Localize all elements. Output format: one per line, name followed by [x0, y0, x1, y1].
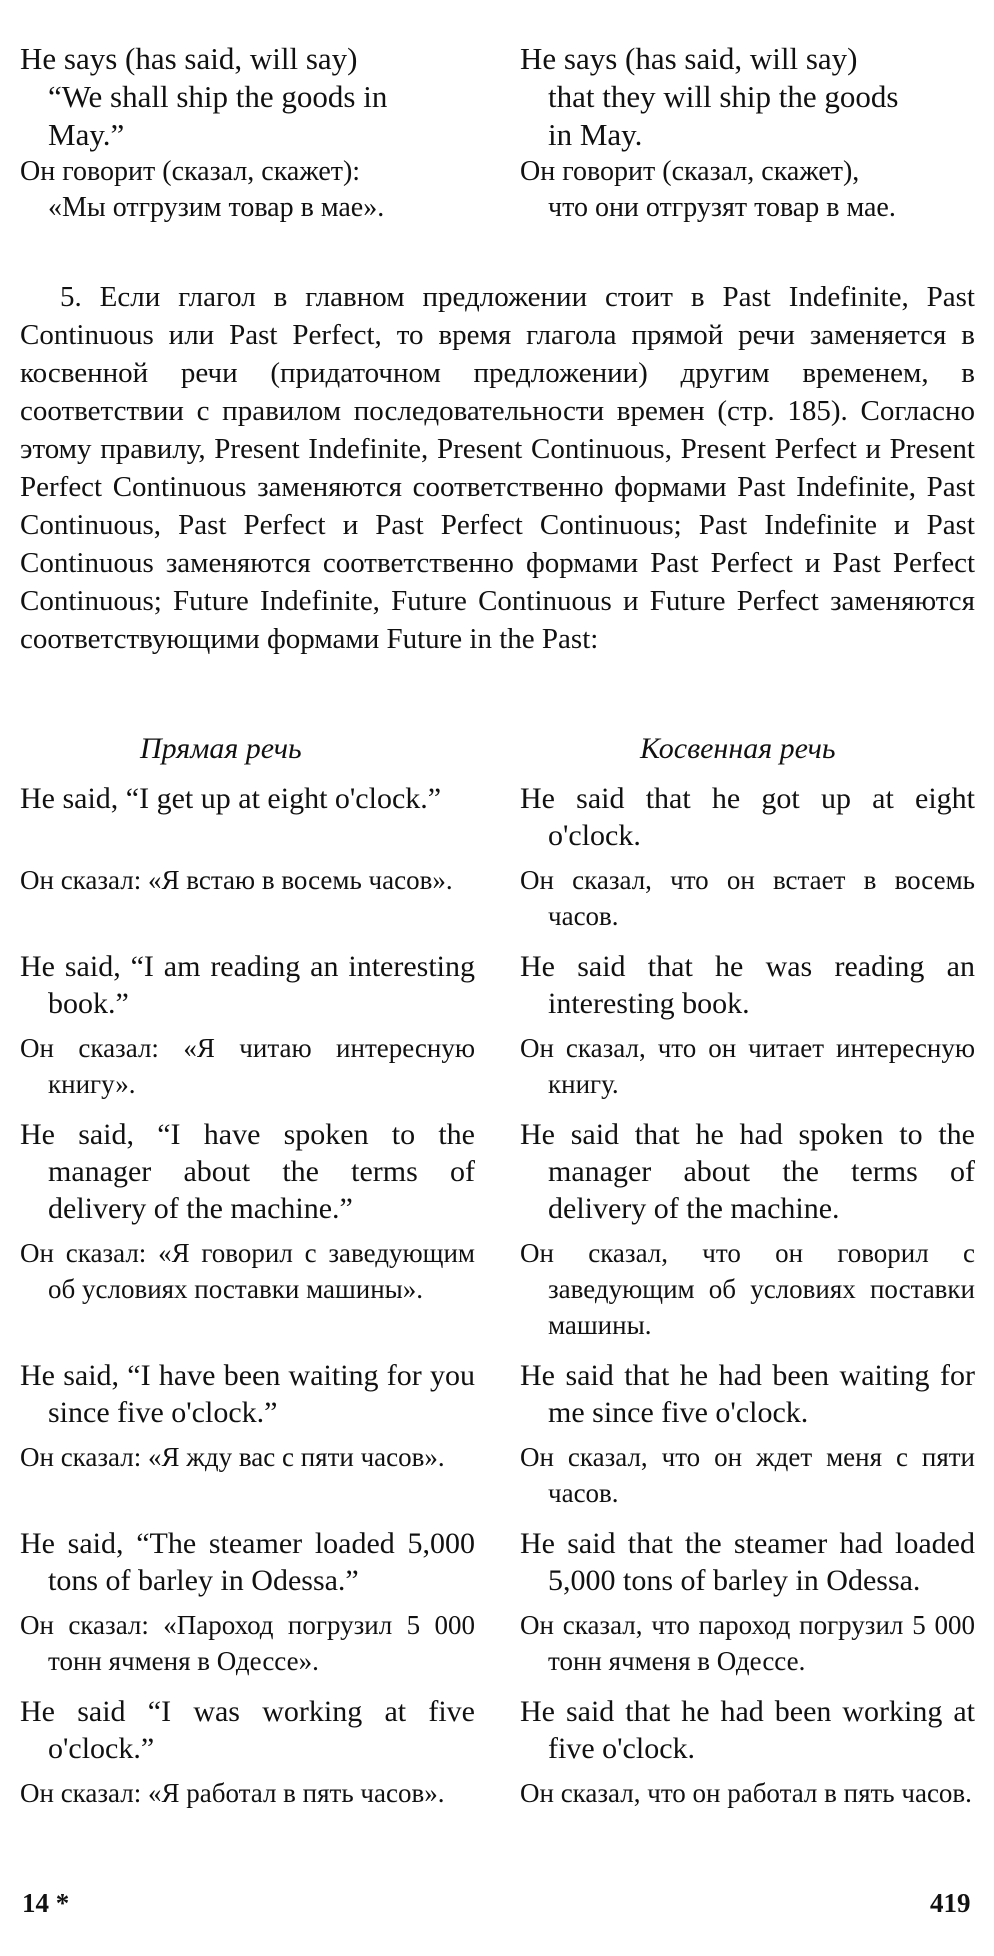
intro-left-en-line: “We shall ship the goods in	[48, 79, 388, 114]
direct-en: He said, “I get up at eight o'clock.”	[20, 782, 442, 815]
intro-left-ru-line: Он говорит (сказал, скажет):	[20, 156, 361, 187]
intro-right	[520, 40, 975, 226]
direct-en: He said “I was working at five o'clock.”	[20, 1695, 475, 1765]
direct-ru: Он сказал: «Я встаю в восемь часов».	[20, 865, 453, 895]
indirect-ru: Он сказал, что он встает в восемь часов.	[520, 865, 975, 931]
example-row-ru	[20, 862, 975, 934]
indirect-en: He said that he had been working at five o'clock.	[520, 1695, 975, 1765]
indirect-ru: Он сказал, что он читает интересную книгу.	[520, 1033, 975, 1099]
indirect-ru: Он сказал, что пароход погрузил 5 000 тонн ячменя в Одессе.	[520, 1610, 975, 1676]
example-row-en	[20, 780, 975, 854]
examples-table	[20, 780, 975, 1825]
indirect-ru: Он сказал, что он работал в пять часов.	[520, 1778, 972, 1808]
example-row-en	[20, 1357, 975, 1431]
indirect-ru: Он сказал, что он говорил с заведующим об условиях поставки машины.	[520, 1238, 975, 1340]
direct-ru: Он сказал: «Я жду вас с пяти часов».	[20, 1442, 445, 1472]
rule-paragraph-text: 5. Если глагол в главном предложении стоит в Past Indefinite, Past Continuous или Past Perfect, то время глагола прямой речи заменяется в косвенной речи (придаточном предложении) другим временем, в соответствии с правилом последовательности времен (стр. 185). Согласно этому правилу, Present Indefinite, Present Continuous, Present Perfect и Present Perfect Continuous заменяются соответственно формами Past Indefinite, Past Continuous, Past Perfect и Past Perfect Continuous; Past Indefinite и Past Continuous заменяются соответственно формами Past Perfect и Past Perfect Continuous; Future Indefinite, Future Continuous и Future Perfect заменяются соответствующими формами Future in the Past:	[20, 281, 975, 655]
header-indirect-speech: Косвенная речь	[640, 732, 836, 765]
indirect-en: He said that he had spoken to the manager about the terms of delivery of the machine.	[520, 1118, 975, 1225]
direct-en: He said, “The steamer loaded 5,000 tons of barley in Odessa.”	[20, 1527, 475, 1597]
direct-ru: Он сказал: «Я работал в пять часов».	[20, 1778, 445, 1808]
indirect-en: He said that the steamer had loaded 5,000 tons of barley in Odessa.	[520, 1527, 975, 1597]
intro-left-ru	[20, 154, 475, 226]
direct-en: He said, “I have been waiting for you since five o'clock.”	[20, 1359, 475, 1429]
example-row-en	[20, 1525, 975, 1599]
example-row-ru	[20, 1607, 975, 1679]
example-row-en	[20, 1116, 975, 1227]
printer-signature: 14 *	[22, 1888, 70, 1918]
intro-left	[20, 40, 475, 226]
direct-ru: Он сказал: «Я говорил с заведующим об условиях поставки машины».	[20, 1238, 475, 1304]
direct-ru: Он сказал: «Я читаю интересную книгу».	[20, 1033, 475, 1099]
intro-right-ru-line: Он говорит (сказал, скажет),	[520, 156, 860, 187]
direct-ru: Он сказал: «Пароход погрузил 5 000 тонн ячменя в Одессе».	[20, 1610, 475, 1676]
intro-examples	[20, 40, 975, 226]
example-row-en	[20, 948, 975, 1022]
example-row-ru	[20, 1235, 975, 1343]
intro-left-en-line: He says (has said, will say)	[20, 41, 358, 76]
direct-en: He said, “I have spoken to the manager about the terms of delivery of the machine.”	[20, 1118, 475, 1225]
header-direct-speech: Прямая речь	[140, 732, 302, 765]
intro-right-en-line: in May.	[548, 117, 643, 152]
page-number: 419	[930, 1888, 971, 1918]
intro-left-ru-line: «Мы отгрузим товар в мае».	[48, 192, 385, 223]
example-row-ru	[20, 1439, 975, 1511]
direct-en: He said, “I am reading an interesting book.”	[20, 950, 475, 1020]
intro-right-en	[520, 40, 975, 154]
intro-right-ru-line: что они отгрузят товар в мае.	[548, 192, 896, 223]
indirect-en: He said that he was reading an interesting book.	[520, 950, 975, 1020]
example-row-en	[20, 1693, 975, 1767]
intro-left-en-line: May.”	[48, 117, 125, 152]
rule-paragraph	[20, 278, 975, 658]
indirect-ru: Он сказал, что он ждет меня с пяти часов.	[520, 1442, 975, 1508]
indirect-en: He said that he got up at eight o'clock.	[520, 782, 975, 852]
example-row-ru	[20, 1030, 975, 1102]
intro-right-en-line: that they will ship the goods	[548, 79, 899, 114]
intro-left-en	[20, 40, 475, 154]
example-row-ru	[20, 1775, 975, 1811]
indirect-en: He said that he had been waiting for me since five o'clock.	[520, 1359, 975, 1429]
intro-right-ru	[520, 154, 975, 226]
intro-right-en-line: He says (has said, will say)	[520, 41, 858, 76]
